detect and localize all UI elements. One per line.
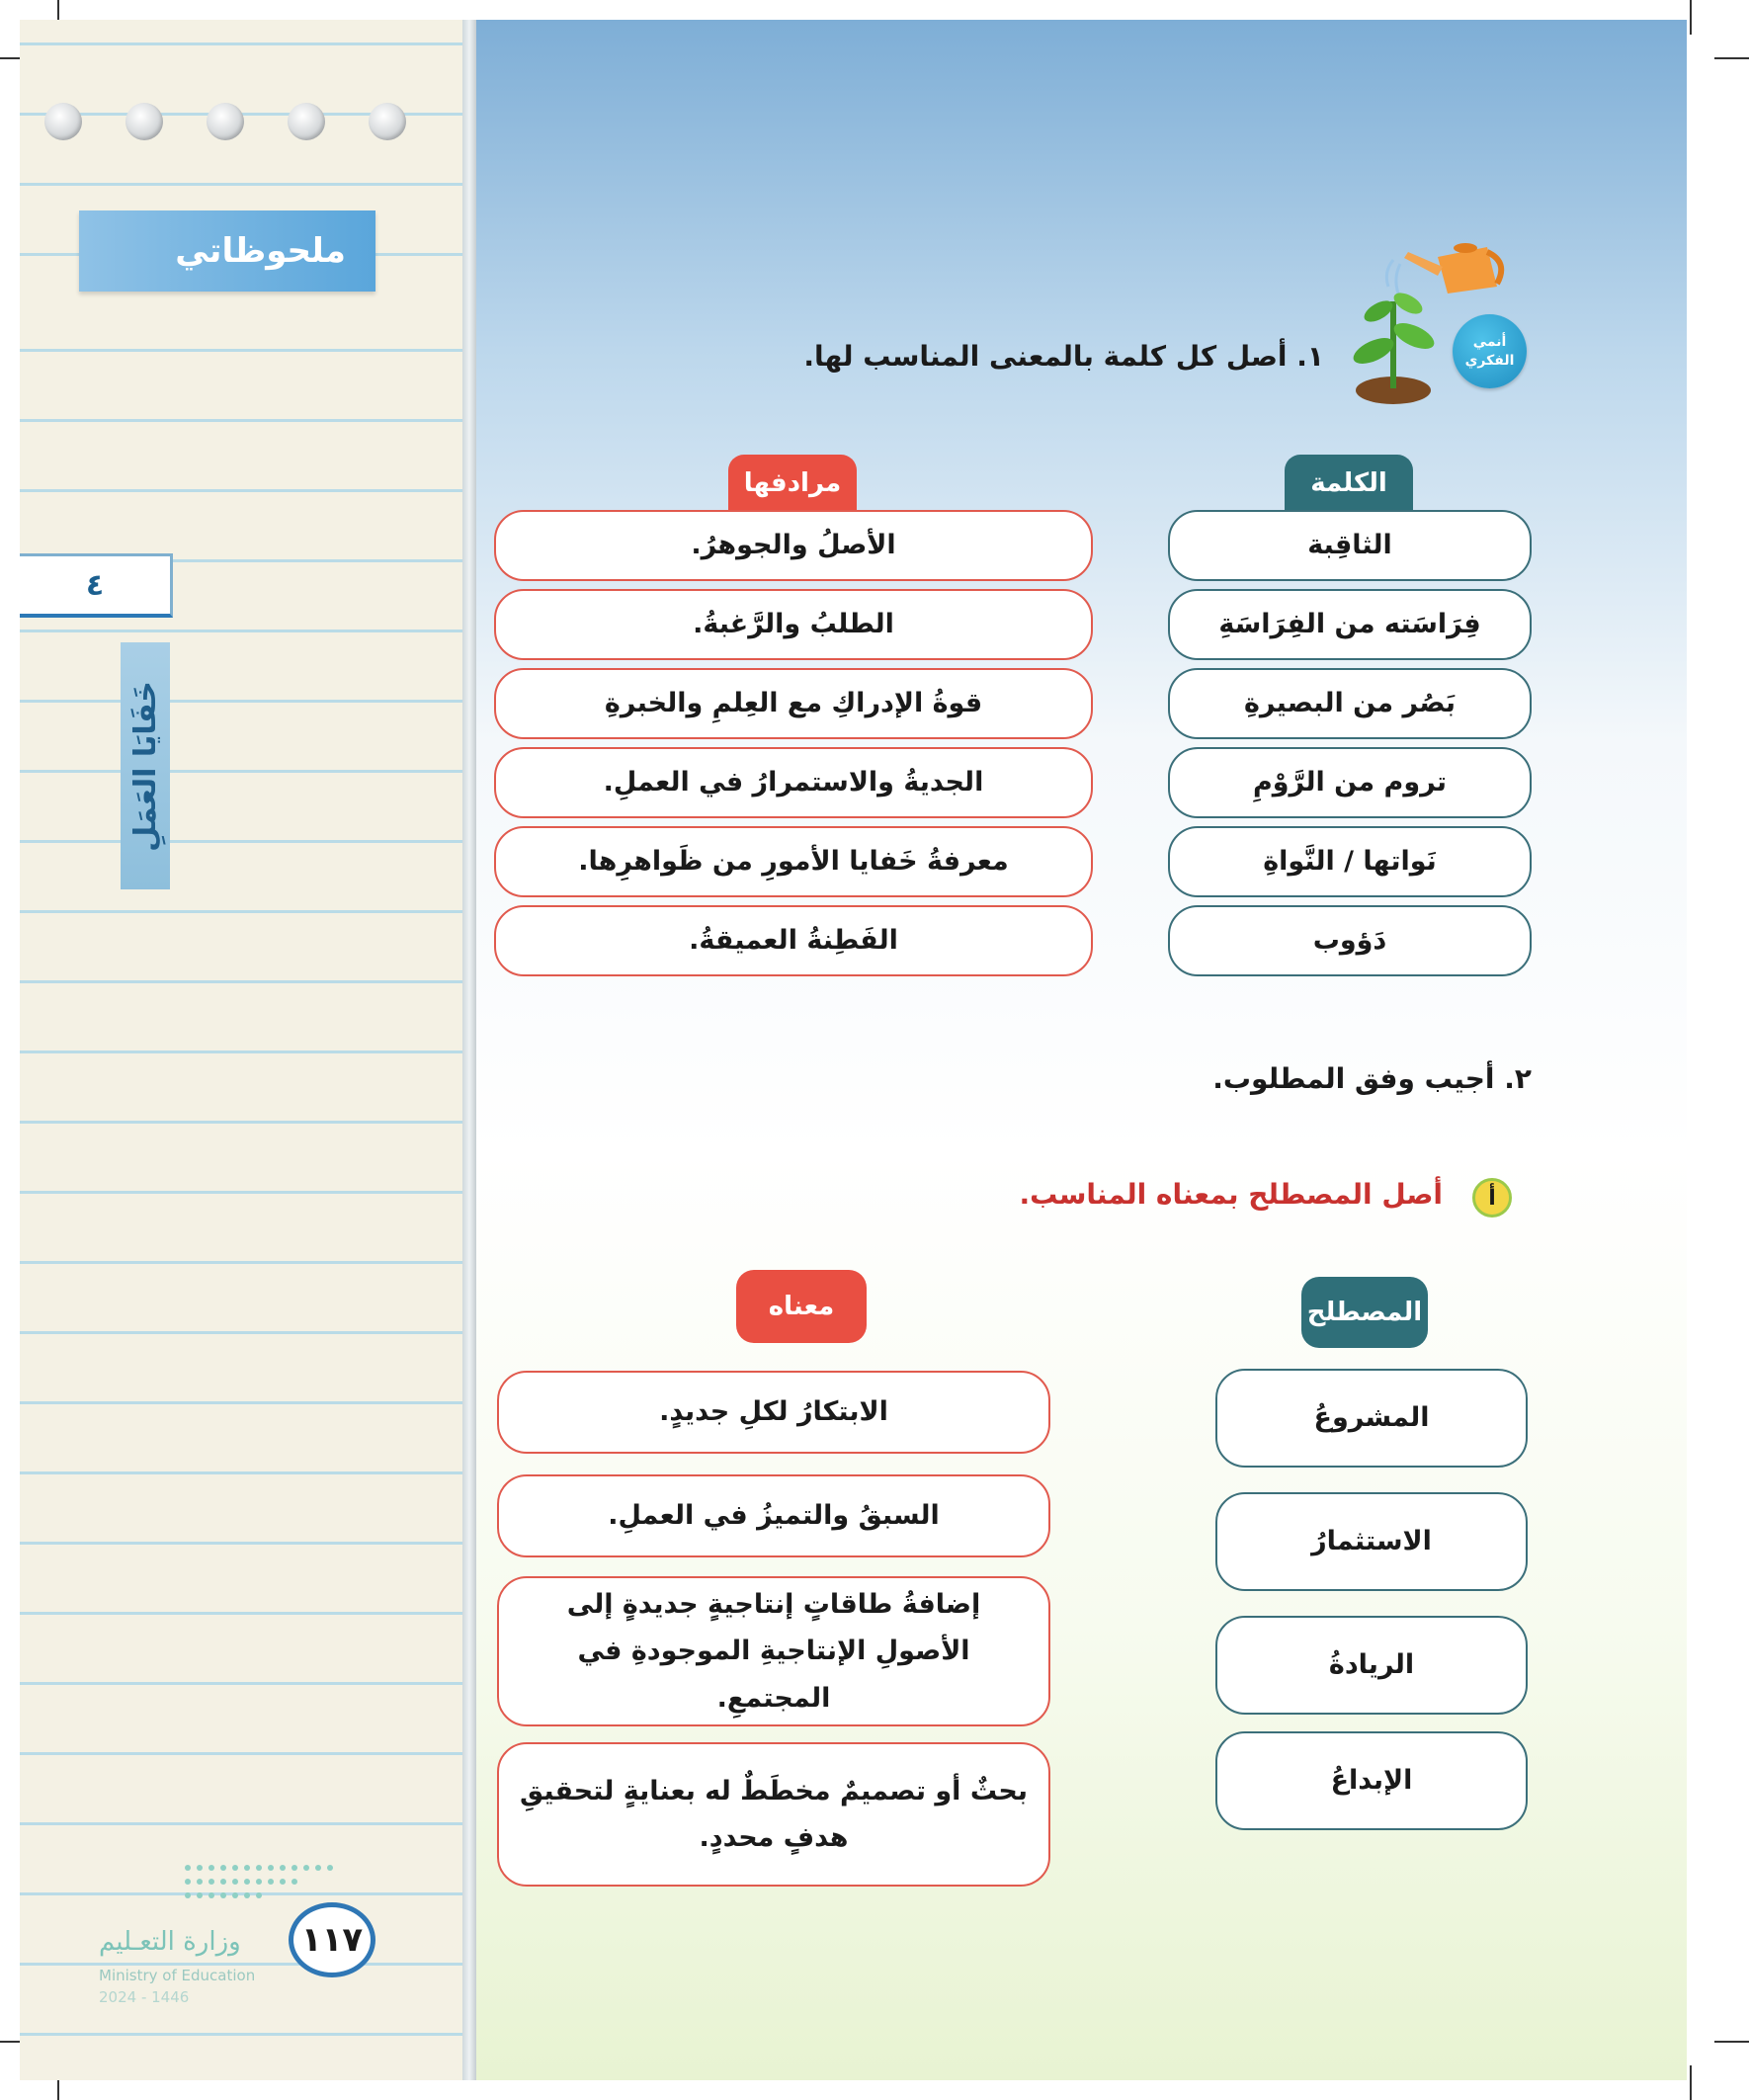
edition-year: 2024 - 1446 (99, 1988, 190, 2006)
word-item[interactable]: الثاقِبة (1168, 510, 1532, 581)
crop-mark (1690, 2065, 1692, 2100)
word-item[interactable]: فِرَاسَته من الفِرَاسَةِ (1168, 589, 1532, 660)
term-item[interactable]: المشروعُ (1215, 1369, 1528, 1468)
synonym-item[interactable]: الأصلُ والجوهرُ. (494, 510, 1093, 581)
question-2-heading: ٢. أجيب وفق المطلوب. (1212, 1062, 1532, 1095)
ministry-name-english: Ministry of Education (99, 1967, 256, 1984)
synonym-item[interactable]: الفَطِنةُ العميقةُ. (494, 905, 1093, 976)
ministry-name-arabic: وزارة التعـليم (99, 1927, 241, 1957)
meaning-item[interactable]: الابتكارُ لكلِ جديدٍ. (497, 1371, 1050, 1454)
term-item[interactable]: الاستثمارُ (1215, 1492, 1528, 1591)
sub-question-letter: أ (1472, 1178, 1512, 1218)
page-number: ١١٧ (289, 1902, 375, 1977)
synonym-column-header: مرادفها (728, 455, 857, 512)
binder-ring (125, 103, 163, 140)
term-item[interactable]: الإبداعُ (1215, 1731, 1528, 1830)
watering-can-icon (1404, 243, 1501, 294)
sub-question-heading: أصل المصطلح بمعناه المناسب. (1019, 1178, 1443, 1211)
meaning-column-header: معناه (736, 1270, 867, 1343)
word-item[interactable]: تروم من الرَّوْمِ (1168, 747, 1532, 818)
meaning-item[interactable]: السبقُ والتميزُ في العملِ. (497, 1474, 1050, 1557)
unit-title-text: خَفَايَا العَمَلِ (127, 680, 163, 852)
word-item[interactable]: دَؤوب (1168, 905, 1532, 976)
question-1-heading: ١. أصل كل كلمة بالمعنى المناسب لها. (803, 340, 1324, 373)
synonym-item[interactable]: معرفةُ خَفايا الأمورِ من ظَواهرِها. (494, 826, 1093, 897)
synonym-item[interactable]: الطلبُ والرَّغبةُ. (494, 589, 1093, 660)
crop-mark (1714, 57, 1749, 59)
binder-ring (288, 103, 325, 140)
binder-ring (369, 103, 406, 140)
crop-mark (1690, 0, 1692, 35)
binder-ring (207, 103, 244, 140)
term-item[interactable]: الريادةُ (1215, 1616, 1528, 1715)
meaning-item[interactable]: إضافةُ طاقاتٍ إنتاجيةٍ جديدةٍ إلى الأصولِ الإنتاجيةِ الموجودةِ في المجتمعِ. (497, 1576, 1050, 1726)
notes-title: ملحوظاتي (79, 210, 375, 292)
plant-icon (1350, 289, 1438, 404)
sidebar-spine (462, 20, 476, 2080)
bloom-badge: أنمي الفكري (1453, 314, 1527, 388)
unit-number: ٤ (20, 553, 173, 618)
meaning-item[interactable]: بحثٌ أو تصميمٌ مخطَطٌ له بعنايةٍ لتحقيقِ هدفٍ محددٍ. (497, 1742, 1050, 1887)
water-drops-icon (1386, 260, 1400, 294)
term-column-header: المصطلح (1301, 1277, 1428, 1348)
synonym-item[interactable]: قوةُ الإدراكِ مع العِلمِ والخبرةِ (494, 668, 1093, 739)
unit-title (121, 642, 170, 889)
notes-sidebar (20, 20, 464, 2080)
synonym-item[interactable]: الجديةُ والاستمرارُ في العملِ. (494, 747, 1093, 818)
binder-ring (44, 103, 82, 140)
word-item[interactable]: نَواتها / النَّواةِ (1168, 826, 1532, 897)
crop-mark (1714, 2041, 1749, 2043)
word-column-header: الكلمة (1285, 455, 1413, 512)
word-item[interactable]: بَصُر من البصيرةِ (1168, 668, 1532, 739)
